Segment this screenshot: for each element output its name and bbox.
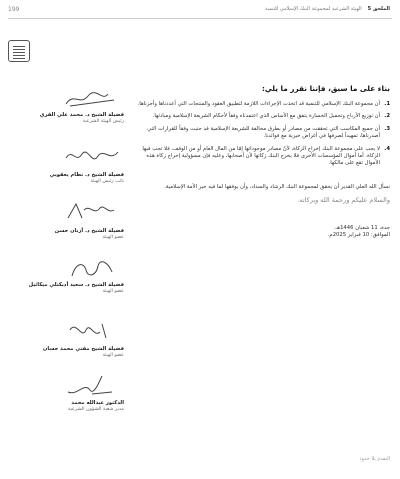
- signature-block: فضيلة الشيخ د. محمد علي القري رئيس الهيئة الشرعية: [12, 86, 124, 142]
- date-hijri: جدة، 11 شعبان 1446هـ.: [334, 224, 390, 231]
- signature-block: الدكتور عبدالله محمد مدير شعبة الشؤون الشرعية: [12, 372, 124, 428]
- signature-image: [62, 374, 122, 398]
- list-item: 2. أن توزيع الأرباح وتحميل الخسارة يتفق مع الأساس الذي اعتمدناه وفقاً لأحكام الشريعة الإسلامية ومبادئها.: [152, 113, 390, 120]
- bank-logo-icon: [8, 40, 30, 62]
- greeting: والسلام عليكم ورحمة الله وبركاته.: [297, 196, 390, 205]
- closing-prayer: نسأل الله العلي القدير أن يحقق لمجموعة البنك الرشاد والسداد، وأن يوفقها لما فيه خير الأمة الإسلامية.: [164, 183, 390, 190]
- running-header: [90, 6, 390, 12]
- header-rule: [8, 18, 392, 19]
- resolution-list: [132, 101, 390, 168]
- footer-slogan: التقدم بلا حدود: [359, 456, 390, 462]
- issue-date: [132, 225, 390, 240]
- signatures-column: [12, 86, 124, 428]
- signature-block: فضيلة الشيخ د. نظام يعقوبي نائب رئيس الهيئة: [12, 142, 124, 198]
- signature-image: [62, 256, 122, 280]
- signature-block: فضيلة الشيخ د. أزنان حسن عضو الهيئة: [12, 198, 124, 254]
- signature-image: [62, 318, 122, 342]
- list-item: 4. لا يجب على مجموعة البنك إخراج الزكاة، لأنّ مصادر موجوداتها إمّا من المال العام أو من الوقف، فلا تجب فيها الزكاة. أما أموال المؤسسات الأخرى فلا يخرج البنك زكاتها لأن أصحابها، وعليه فإن مسؤولية إخراج زكاة هذه الأموال تقع على مالكها.: [142, 145, 390, 167]
- signature-block: فضيلة الشيخ مفتي محمد حسان عضو الهيئة: [12, 316, 124, 372]
- page-number: 199: [8, 6, 20, 13]
- header-title: الهيئة الشرعية لمجموعة البنك الإسلامي للتنمية: [265, 6, 362, 12]
- signature-image: [62, 200, 122, 222]
- appendix-label: الملحق 5: [367, 6, 390, 12]
- resolution-body: [132, 84, 390, 239]
- date-gregorian: الموافق: 10 فبراير 2025م.: [327, 232, 390, 239]
- signature-image: [62, 144, 122, 168]
- resolution-heading: بناء على ما سبق، فإننا نقرر ما يلي:: [261, 84, 390, 93]
- signature-image: [62, 88, 122, 110]
- list-item: 3. أن جميع المكاسب التي تحققت من مصادر أو بطرق مخالفة للشريعة الإسلامية قد جنبت وفقاً للقرارات التي أصدرناها، تمهيداً لصرفها في أغراض خيرية مع فوائدنا.: [147, 125, 390, 140]
- signature-block: فضيلة الشيخ د. سعيد أديكنلي ميكائيل عضو الهيئة: [12, 254, 124, 316]
- list-item: 1. أن مجموعة البنك الإسلامي للتنمية قد اتخذت الإجراءات اللازمة لتطبيق العقود والمنتجات التي أعددناها وأجزناها.: [137, 101, 390, 107]
